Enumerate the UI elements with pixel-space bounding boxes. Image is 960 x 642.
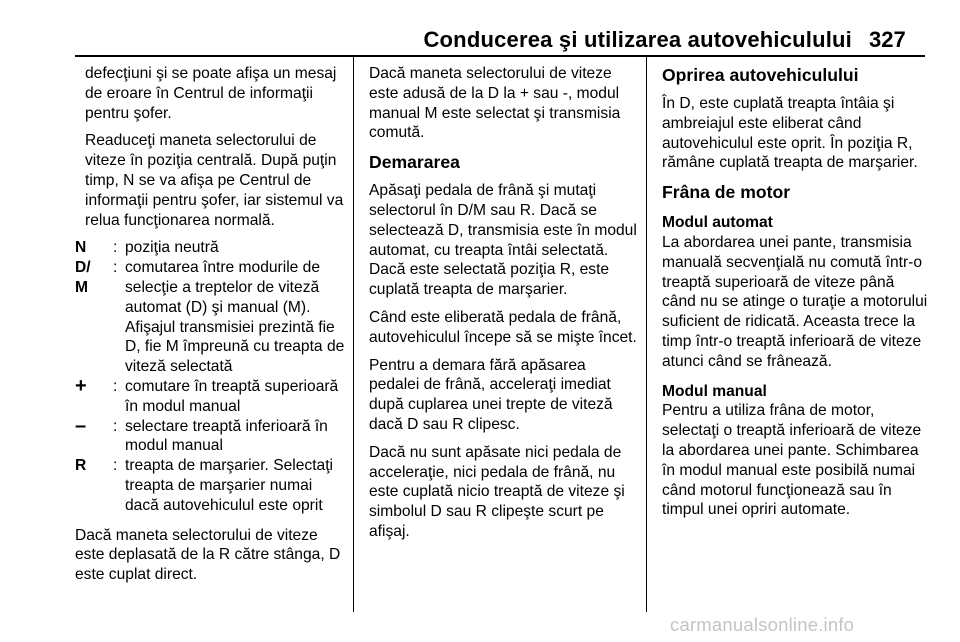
paragraph: Dacă nu sunt apăsate nici pedala de acceleraţie, nici pedala de frână, nu este cuplată nicio treaptă de viteze şi simbolul D sau R clipeşte scurt pe afişaj. <box>369 443 625 540</box>
minus-symbol: – <box>75 414 87 437</box>
definition-row: R : treapta de marşarier. Selectaţi treapta de marşarier numai dacă autovehiculul este oprit <box>75 456 345 515</box>
paragraph: Pentru a utiliza frâna de motor, selectaţi o treaptă inferioară de viteze la abordarea unei pante. Schimbarea în modul manual este posibilă numai când motorul funcţionează sau în timpul unei opriri automate. <box>662 402 922 519</box>
paragraph: La abordarea unei pante, transmisia manuală secvenţială nu comută într-o treaptă superioară de viteze până când nu se atinge o turaţie a motorului suficient de ridicată. Aceasta trece la timp într-o treaptă inferioară de viteze atunci când se frânează. <box>662 233 928 370</box>
column-2 <box>369 64 639 550</box>
definition-row: – : selectare treaptă inferioară în modul manual <box>75 417 345 457</box>
paragraph: Pentru a demara fără apăsarea pedalei de frână, acceleraţi imediat după cuplarea unei trepte de viteză dacă D sau R clipesc. <box>369 356 613 433</box>
watermark: carmanualsonline.info <box>670 614 855 635</box>
section-heading: Demararea <box>369 152 460 173</box>
subsection-heading: Modul automat <box>662 214 773 232</box>
paragraph: Dacă maneta selectorului de viteze este deplasată de la R către stânga, D este cuplat direct. <box>75 526 341 584</box>
column-divider-2 <box>646 57 647 612</box>
page-number: 327 <box>869 27 906 52</box>
paragraph: defecţiuni şi se poate afişa un mesaj de eroare în Centrul de informaţii pentru şofer. <box>85 65 337 122</box>
page-header <box>0 0 960 58</box>
definition-row: + : comutare în treaptă superioară în modul manual <box>75 377 345 417</box>
subsection-heading: Modul manual <box>662 382 767 400</box>
definition-term: N <box>75 239 87 257</box>
plus-symbol: + <box>75 374 87 397</box>
definition-row: D/ M : comutarea între modurile de selecţie a treptelor de viteză automat (D) şi manual (M). Afişajul transmisiei prezintă fie D, fie M împreună cu treapta de viteză selectată <box>75 259 345 376</box>
definition-desc: comutarea între modurile de selecţie a treptelor de viteză automat (D) şi manual (M). Afişajul transmisiei prezintă fie D, fie M împreună cu treapta de viteză selectată <box>125 259 345 376</box>
column-3 <box>662 64 932 528</box>
definition-term: R <box>75 457 87 475</box>
column-divider-1 <box>353 57 354 612</box>
section-heading: Oprirea autovehiculului <box>662 65 859 85</box>
paragraph: În D, este cuplată treapta întâia şi ambreiajul este eliberat când autovehiculul este oprit. În poziţia R, rămâne cuplată treapta de marşarier. <box>662 95 918 172</box>
definition-desc: poziţia neutră <box>125 239 219 257</box>
chapter-title: Conducerea şi utilizarea autovehiculului <box>423 27 852 52</box>
definition-desc: selectare treaptă inferioară în modul manual <box>125 417 328 455</box>
paragraph: Dacă maneta selectorului de viteze este adusă de la D la + sau -, modul manual M este selectat şi transmisia comută. <box>369 65 621 142</box>
definition-term: D/ M <box>75 259 91 296</box>
definition-row: N : poziţia neutră <box>75 238 345 258</box>
header-rule <box>75 55 925 57</box>
section-heading: Frâna de motor <box>662 182 791 203</box>
definition-desc: treapta de marşarier. Selectaţi treapta de marşarier numai dacă autovehiculul este oprit <box>125 457 334 514</box>
paragraph: Apăsaţi pedala de frână şi mutaţi selectorul în D/M sau R. Dacă se selectează D, transmisia este în modul automat, cu treapta întâi selectată. Dacă este selectată poziţia R, este cuplată treapta de marşarier. <box>369 182 637 299</box>
paragraph: Readuceţi maneta selectorului de viteze în poziţia centrală. După puţin timp, N se va afişa pe Centrul de informaţii pentru şofer, iar sistemul va relua funcţionarea normală. <box>85 132 344 229</box>
paragraph: Când este eliberată pedala de frână, autovehiculul începe să se mişte încet. <box>369 308 637 346</box>
column-1 <box>75 64 345 593</box>
definition-list <box>75 238 345 515</box>
definition-desc: comutare în treaptă superioară în modul manual <box>125 377 339 415</box>
